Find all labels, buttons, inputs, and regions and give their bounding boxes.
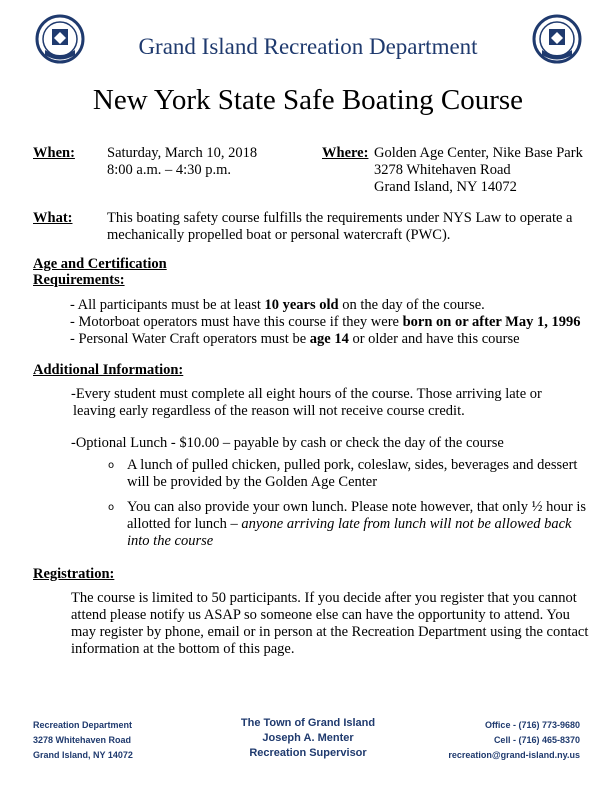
event-time: 8:00 a.m. – 4:30 p.m. xyxy=(107,162,232,178)
lunch-bullet: allotted for lunch – anyone arriving late from lunch will not be allowed back xyxy=(127,516,572,532)
what-line: mechanically propelled boat or personal watercraft (PWC). xyxy=(107,227,451,243)
lunch-bullet: will be provided by the Golden Age Center xyxy=(127,474,378,490)
info-paragraph: -Every student must complete all eight hours of the course. Those arriving late or xyxy=(71,386,542,402)
requirement-item: - Personal Water Craft operators must be age 14 or older and have this course xyxy=(70,331,520,347)
bullet-icon: o xyxy=(108,460,115,471)
department-name: Grand Island Recreation Department xyxy=(138,34,478,59)
registration-label: Registration: xyxy=(33,566,115,582)
venue-city: Grand Island, NY 14072 xyxy=(374,179,517,195)
age-cert-label: Age and Certification xyxy=(33,256,167,272)
course-title: New York State Safe Boating Course xyxy=(92,84,524,116)
requirement-item: - Motorboat operators must have this course if they were born on or after May 1, 1996 xyxy=(70,314,581,330)
lunch-bullet: A lunch of pulled chicken, pulled pork, coleslaw, sides, beverages and dessert xyxy=(127,457,578,473)
requirements-label: Requirements: xyxy=(33,272,125,288)
registration-line: information at the bottom of this page. xyxy=(71,641,295,657)
when-label: When: xyxy=(33,145,75,161)
registration-line: The course is limited to 50 participants. If you decide after you register that you cannot xyxy=(71,590,577,606)
venue-name: Golden Age Center, Nike Base Park xyxy=(374,145,583,161)
footer-address: Recreation Department 3278 Whitehaven Road Grand Island, NY 14072 xyxy=(33,720,133,760)
registration-line: may register by phone, email or in person at the Recreation Department using the contact xyxy=(71,624,589,640)
additional-info-label: Additional Information: xyxy=(33,362,184,378)
where-label: Where: xyxy=(322,145,369,161)
bullet-icon: o xyxy=(108,502,115,513)
footer-town: The Town of Grand Island Joseph A. Menter Recreation Supervisor xyxy=(240,717,376,759)
info-paragraph: leaving early regardless of the reason will not receive course credit. xyxy=(73,403,465,419)
lunch-bullet: You can also provide your own lunch. Please note however, that only ½ hour is xyxy=(127,499,587,515)
lunch-bullet: into the course xyxy=(127,533,214,549)
registration-line: attend please notify us ASAP so someone else can have the opportunity to attend. You xyxy=(71,607,570,623)
requirement-item: - All participants must be at least 10 years old on the day of the course. xyxy=(70,297,485,313)
what-line: This boating safety course fulfills the requirements under NYS Law to operate a xyxy=(107,210,573,226)
what-label: What: xyxy=(33,210,73,226)
venue-street: 3278 Whitehaven Road xyxy=(374,162,511,178)
lunch-option: -Optional Lunch - $10.00 – payable by cash or check the day of the course xyxy=(71,435,504,451)
footer-contact: Office - (716) 773-9680 Cell - (716) 465-8370 recreation@grand-island.ny.us xyxy=(448,718,580,763)
contact-email[interactable]: recreation@grand-island.ny.us xyxy=(448,750,580,760)
event-date: Saturday, March 10, 2018 xyxy=(107,145,258,161)
